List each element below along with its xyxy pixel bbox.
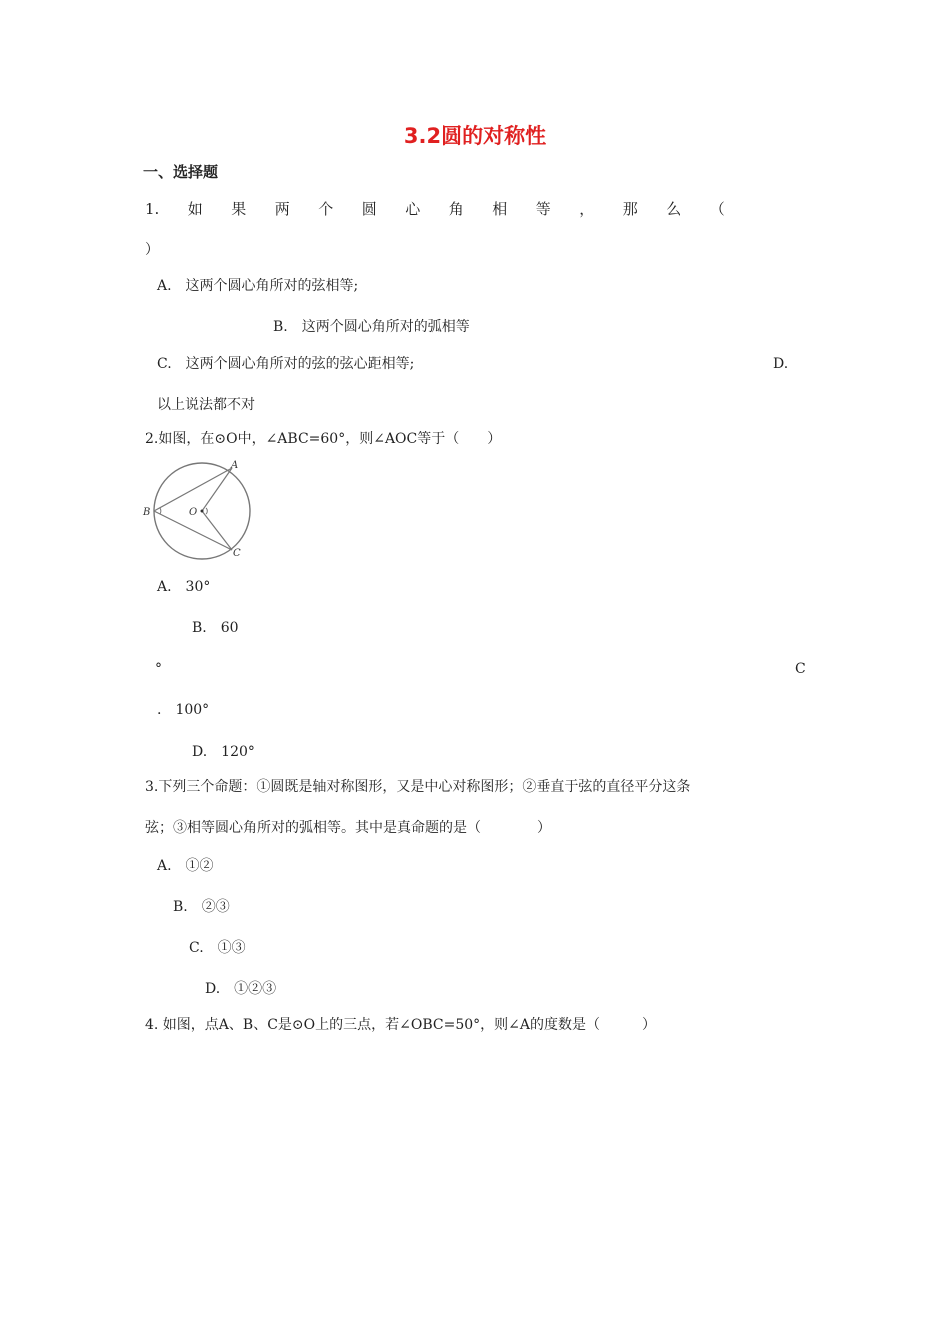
q2-option-d: D. 120° — [192, 744, 255, 760]
q1-stem-char: （ — [709, 200, 725, 218]
q1-stem-char: 心 — [405, 200, 421, 218]
q3-stem-line1: 3.下列三个命题：①圆既是轴对称图形，又是中心对称图形；②垂直于弦的直径平分这条 — [145, 779, 691, 795]
q4-stem: 4. 如图，点A、B、C是⊙O上的三点，若∠OBC=50°，则∠A的度数是（ ） — [145, 1017, 656, 1033]
q1-stem-char: 那 — [622, 200, 638, 218]
radius-oc — [202, 511, 232, 550]
q2-option-c-text: . 100° — [157, 702, 210, 718]
q2-option-b-tail: ° — [155, 661, 162, 677]
q2-option-b: B. 60 — [192, 620, 239, 636]
q1-stem-char: 角 — [448, 200, 464, 218]
q1-stem-char: ， — [579, 200, 595, 218]
q1-stem-char: 等 — [535, 200, 551, 218]
radius-oa — [202, 468, 232, 511]
center-point — [201, 510, 204, 513]
q1-option-d-text: 以上说法都不对 — [157, 397, 255, 413]
q1-stem-close: ） — [145, 242, 159, 258]
q1-option-d-label: D. — [773, 356, 789, 372]
section-heading: 一、选择题 — [143, 163, 219, 181]
q1-option-b: B. 这两个圆心角所对的弧相等 — [273, 319, 470, 335]
angle-mark-o — [206, 508, 207, 514]
chord-ba — [154, 468, 232, 511]
q1-stem-char: 如 — [187, 200, 203, 218]
q1-stem-char: 1. — [145, 200, 160, 218]
q1-stem-char: 果 — [231, 200, 247, 218]
q2-circle-figure — [140, 456, 260, 566]
q1-stem — [145, 202, 725, 217]
q1-stem-char: 两 — [274, 200, 290, 218]
q3-option-a: A. ①② — [157, 858, 214, 874]
q1-stem-char: 么 — [666, 200, 682, 218]
q3-stem-line2: 弦；③相等圆心角所对的弧相等。其中是真命题的是（ ） — [145, 820, 551, 836]
label-b: B — [143, 507, 151, 518]
q1-stem-char: 相 — [492, 200, 508, 218]
q2-option-c-label: C — [795, 661, 806, 677]
page-title: 3.2圆的对称性 — [403, 124, 547, 148]
angle-mark-b — [160, 508, 161, 514]
q3-option-b: B. ②③ — [173, 899, 230, 915]
label-c: C — [233, 548, 241, 559]
label-a: A — [231, 460, 239, 471]
q1-option-c: C. 这两个圆心角所对的弦的弦心距相等; — [157, 356, 415, 372]
q3-option-c: C. ①③ — [189, 940, 246, 956]
label-o: O — [189, 507, 198, 518]
q1-stem-char: 圆 — [361, 200, 377, 218]
q2-stem: 2.如图，在⊙O中，∠ABC=60°，则∠AOC等于（ ） — [145, 431, 502, 447]
q1-stem-char: 个 — [318, 200, 334, 218]
q1-option-a: A. 这两个圆心角所对的弦相等; — [157, 278, 359, 294]
q3-option-d: D. ①②③ — [205, 981, 277, 997]
q2-option-a: A. 30° — [157, 579, 211, 595]
